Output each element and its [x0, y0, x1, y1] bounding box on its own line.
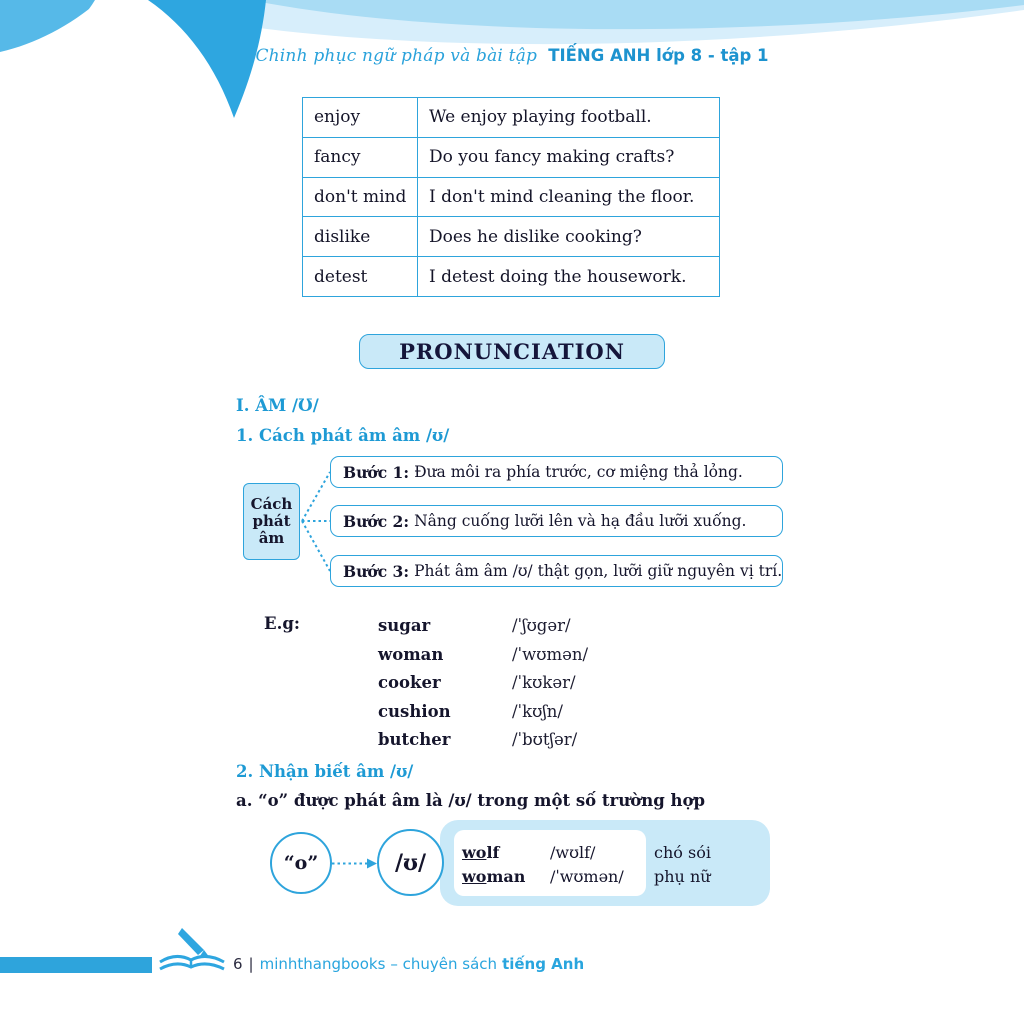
book-pen-icon — [154, 922, 230, 974]
example-item — [378, 669, 588, 698]
method-label-line: phát — [252, 512, 291, 530]
example-word: cooker — [378, 673, 441, 693]
table-row — [303, 217, 720, 257]
example-cell: I detest doing the housework. — [418, 257, 720, 297]
example-word: woman — [378, 644, 444, 664]
verb-example-table — [302, 97, 720, 297]
rule-a-heading: a. “o” được phát âm là /ʊ/ trong một số trường hợp — [236, 791, 706, 810]
step-text: Nâng cuống lưỡi lên và hạ đầu lưỡi xuống. — [414, 512, 747, 530]
subsection-heading-1: 1. Cách phát âm âm /ʊ/ — [236, 426, 450, 445]
series-title-script: Chinh phục ngữ pháp và bài tập — [255, 46, 538, 66]
example-cell: We enjoy playing football. — [418, 98, 720, 138]
grapheme-circle: “o” — [270, 832, 332, 894]
example-word: cushion — [378, 701, 451, 721]
method-label-line: Cách — [250, 495, 293, 513]
example-word: sugar — [378, 616, 431, 635]
step-box-1 — [330, 456, 783, 488]
series-title-bold: TIẾNG ANH lớp 8 - tập 1 — [548, 46, 769, 65]
table-row — [303, 98, 720, 138]
recognition-word — [462, 865, 550, 889]
step-text: Đưa môi ra phía trước, cơ miệng thả lỏng. — [414, 463, 743, 481]
recognition-example-item — [462, 841, 788, 865]
footer-accent-bar — [0, 957, 152, 973]
example-item — [378, 612, 588, 641]
recognition-meaning: chó sói — [654, 843, 711, 862]
recognition-example-item — [462, 865, 788, 889]
example-word: butcher — [378, 730, 451, 750]
footer-separator: | — [248, 955, 254, 973]
step-label: Bước 1: — [343, 462, 410, 482]
example-item — [378, 726, 588, 755]
example-item — [378, 698, 588, 727]
word-rest: lf — [486, 843, 500, 862]
recognition-ipa: /wʊlf/ — [550, 843, 596, 862]
recognition-meaning: phụ nữ — [654, 866, 711, 886]
step-box-2 — [330, 505, 783, 537]
dotted-arrow-icon — [332, 857, 378, 870]
recognition-ipa: /ˈwʊmən/ — [550, 866, 624, 886]
step-box-3 — [330, 555, 783, 587]
example-cell: Do you fancy making crafts? — [418, 137, 720, 177]
verb-cell: dislike — [303, 217, 418, 257]
example-ipa: /ˈbʊtʃər/ — [512, 730, 578, 750]
table-row — [303, 257, 720, 297]
verb-cell: don't mind — [303, 177, 418, 217]
example-cell: I don't mind cleaning the floor. — [418, 177, 720, 217]
section-heading: I. ÂM /Ʊ/ — [236, 396, 319, 415]
publisher-tagline-bold: tiếng Anh — [502, 955, 585, 973]
examples-list — [378, 612, 588, 755]
page-header — [0, 46, 1024, 66]
method-label-line: âm — [258, 529, 285, 547]
table-row — [303, 177, 720, 217]
page-number: 6 — [233, 955, 243, 973]
pronunciation-steps-diagram — [236, 452, 796, 600]
subsection-heading-2: 2. Nhận biết âm /ʊ/ — [236, 762, 414, 781]
verb-cell: detest — [303, 257, 418, 297]
underlined-letters: wo — [462, 866, 487, 886]
publisher-brand: minhthangbooks — [259, 955, 386, 973]
recognition-diagram — [236, 818, 796, 914]
step-text: Phát âm âm /ʊ/ thật gọn, lưỡi giữ nguyên vị trí. — [414, 562, 783, 580]
step-label: Bước 2: — [343, 511, 410, 531]
example-ipa: /ˈkʊʃn/ — [512, 701, 563, 721]
phoneme-circle: /ʊ/ — [377, 829, 444, 896]
recognition-word — [462, 841, 550, 865]
verb-cell: fancy — [303, 137, 418, 177]
recognition-examples-list — [462, 841, 788, 888]
publisher-tagline: – chuyên sách — [390, 955, 498, 973]
step-label: Bước 3: — [343, 561, 410, 581]
example-ipa: /ˈʃʊgər/ — [512, 616, 571, 635]
verb-cell: enjoy — [303, 98, 418, 138]
pronunciation-title: PRONUNCIATION — [399, 339, 625, 364]
pronunciation-title-box — [359, 334, 665, 369]
underlined-letters: wo — [462, 843, 487, 862]
examples-label: E.g: — [264, 614, 300, 633]
example-ipa: /ˈwʊmən/ — [512, 644, 589, 664]
example-cell: Does he dislike cooking? — [418, 217, 720, 257]
example-ipa: /ˈkʊkər/ — [512, 673, 576, 693]
footer — [233, 955, 584, 973]
example-item — [378, 641, 588, 670]
word-rest: man — [486, 866, 526, 886]
method-label-box — [243, 483, 300, 560]
table-row — [303, 137, 720, 177]
